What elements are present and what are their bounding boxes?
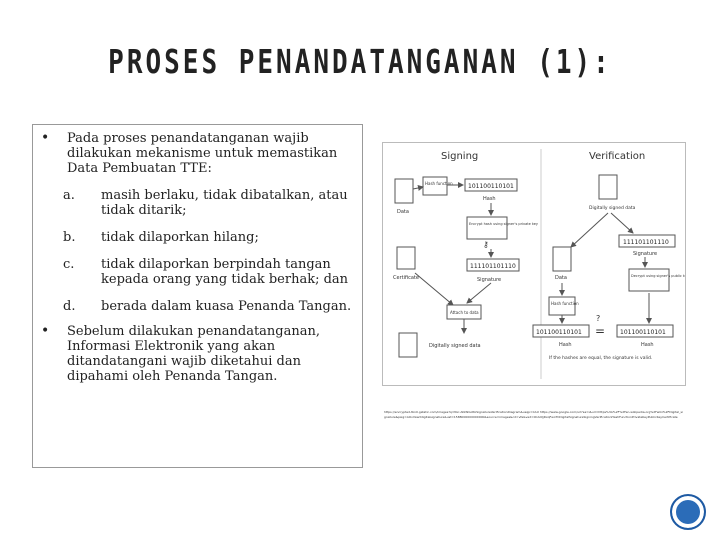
svg-text:Digitally signed data: Digitally signed data [429, 343, 481, 349]
svg-text:Hash: Hash [641, 342, 654, 348]
svg-text:Decrypt using signer's public: Decrypt using signer's public key [631, 274, 685, 278]
bullet-point [59, 324, 352, 384]
certificate-icon [397, 247, 415, 269]
svg-text:Hash function: Hash function [551, 301, 579, 306]
svg-text:101100110101: 101100110101 [468, 183, 514, 190]
digital-signature-diagram [382, 142, 686, 386]
svg-text:Signature: Signature [477, 277, 502, 283]
signed-document-icon [599, 175, 617, 199]
slide-title: PROSES PENANDATANGANAN (1): [108, 44, 612, 82]
bullet-point [59, 131, 352, 314]
svg-text:Digitally signed data: Digitally signed data [589, 206, 636, 211]
svg-text:?: ? [596, 314, 601, 323]
svg-text:101100110101: 101100110101 [620, 329, 666, 336]
content-box [32, 124, 363, 468]
svg-text:Attach to data: Attach to data [450, 310, 479, 315]
svg-text:Hash function: Hash function [425, 181, 453, 186]
data-label: Data [397, 209, 409, 215]
list-item: c. tidak dilaporkan berpindah tangan kepada orang yang tidak berhak; dan [63, 257, 349, 287]
document-icon [395, 179, 413, 203]
decrypt-box [629, 269, 669, 291]
image-source-caption: https://encrypted-tbn0.gstatic.com/images?q=tbn:ANd9GcRkSignatureVerificationDiagram&usqp=CAU https://www.google.com/url?sa=i&url=https%3A%2F%2Fen.wikipedia.org%2Fwiki%2FDigital_signature&psig=AOvVaw3digitalsignature&ust=1588000000000000&source=images&cd=vfe&ved=0CAIQjRxqFwoTCDigitalSignatureSigningVerificationHashFunctionPrivateKeyPublicKeyCertificate [384, 410, 683, 419]
signed-document-icon [399, 333, 417, 357]
list-item: d. berada dalam kuasa Penanda Tangan. [63, 299, 352, 314]
svg-text:Signature: Signature [633, 251, 658, 257]
verification-header: Verification [589, 151, 646, 162]
encrypt-box [467, 217, 507, 239]
svg-text:111101101110: 111101101110 [470, 263, 516, 270]
svg-text:101100110101: 101100110101 [536, 329, 582, 336]
list-item: b. tidak dilaporkan hilang; [63, 230, 259, 245]
slide-nav-button[interactable] [670, 494, 706, 530]
key-icon: ⚷ [483, 240, 489, 249]
svg-text:Encrypt hash using signer's pr: Encrypt hash using signer's private key [469, 222, 538, 226]
bullet-text: • Sebelum dilakukan penandatanganan, Informasi Elektronik yang akan ditandatangani wajib diketahui dan dipahami oleh Penanda Tangan. [67, 324, 321, 384]
hash-function-box [549, 297, 575, 315]
svg-text:111101101110: 111101101110 [623, 239, 669, 246]
svg-text:If the hashes are equal, the s: If the hashes are equal, the signature is valid. [549, 356, 653, 361]
svg-text:Data: Data [555, 275, 567, 281]
svg-text:Hash: Hash [559, 342, 572, 348]
svg-text:Certificate: Certificate [393, 275, 419, 281]
hash-function-box [423, 177, 447, 195]
svg-text:=: = [595, 324, 606, 338]
svg-text:Hash: Hash [483, 196, 496, 202]
list-item: a. masih berlaku, tidak dibatalkan, atau tidak ditarik; [63, 188, 348, 218]
signing-header: Signing [441, 151, 479, 162]
document-icon [553, 247, 571, 271]
bullet-text: • Pada proses penandatanganan wajib dilakukan mekanisme untuk memastikan Data Pembuatan TTE: [67, 131, 338, 176]
